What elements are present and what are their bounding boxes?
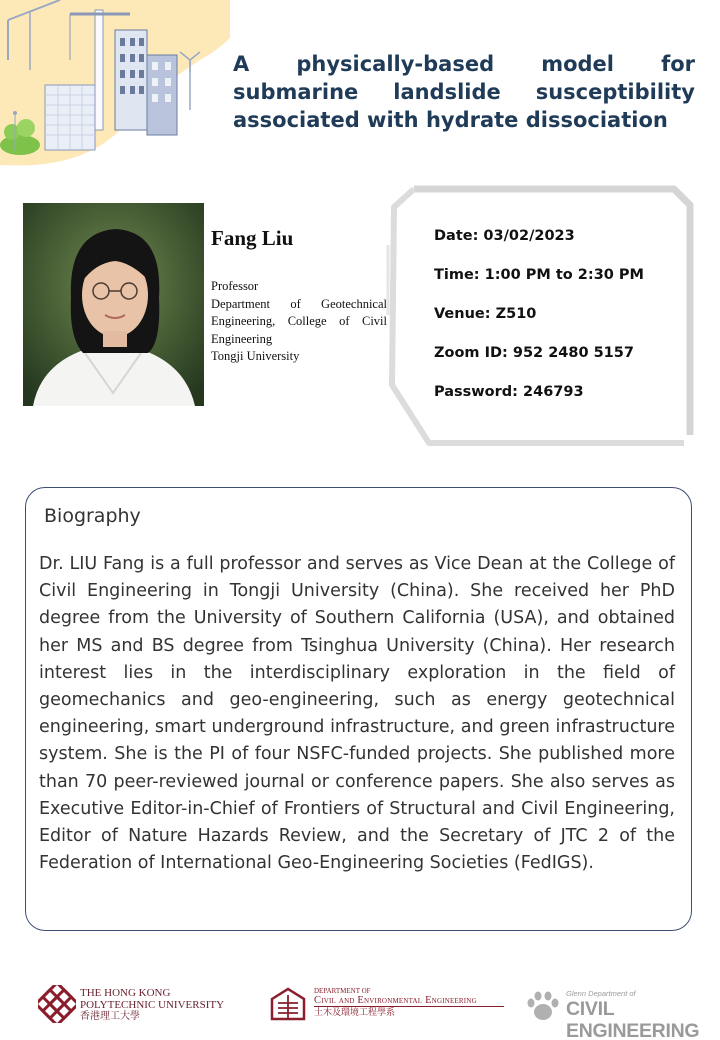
cee-logo-icon (268, 985, 308, 1023)
city-construction-illustration (0, 0, 230, 170)
event-date: Date: 03/02/2023 (434, 228, 575, 244)
polyu-name-line1: THE HONG KONG (80, 987, 171, 999)
glenn-dept-name (566, 989, 716, 1040)
event-password: Password: 246793 (434, 384, 584, 400)
speaker-department: Department of Geotechnical Engineering, College of Civil Engineering (211, 296, 387, 346)
biography-heading: Biography (44, 505, 141, 527)
biography-text: Dr. LIU Fang is a full professor and serves as Vice Dean at the College of Civil Engineering in Tongji University (China). She received her PhD degree from the University of Southern California (USA), and obtained her MS and BS degree from Tsinghua University (China). Her research interest lies in the interdisciplinary exploration in the field of geomechanics and geo-engineering, such as energy geotechnical engineering, smart underground infrastructure, and green infrastructure system. She is the PI of four NSFC-funded projects. She published more than 70 peer-reviewed journal or conference papers. She also serves as Executive Editor-in-Chief of Frontiers of Structural and Civil Engineering, Editor of Nature Hazards Review, and the Secretary of JTC 2 of the Federation of International Geo-Engineering Societies (FedIGS). (39, 554, 675, 874)
talk-title: A physically-based model for submarine landslide susceptibility associated with hydrate dissociation (233, 52, 695, 132)
polyu-name-line2: POLYTECHNIC UNIVERSITY (80, 999, 225, 1011)
speaker-position: Professor (211, 279, 259, 293)
event-zoom-id: Zoom ID: 952 2480 5157 (434, 345, 634, 361)
polyu-name (80, 987, 240, 1023)
speaker-photo (23, 203, 204, 406)
speaker-affiliation (211, 278, 387, 366)
cee-name-line3: 土木及環境工程學系 (314, 1007, 396, 1017)
polyu-name-line3: 香港理工大學 (80, 1011, 140, 1022)
cee-name-line2: Civil and Environmental Engineering (314, 995, 504, 1007)
cee-name (314, 987, 504, 1018)
glenn-name-line2: CIVIL ENGINEERING (566, 998, 700, 1040)
paw-logo-icon (525, 989, 561, 1023)
polyu-logo-icon (38, 985, 76, 1023)
cee-name-line1: DEPARTMENT OF (314, 987, 371, 995)
speaker-university: Tongji University (211, 349, 300, 363)
event-venue: Venue: Z510 (434, 306, 537, 322)
event-time: Time: 1:00 PM to 2:30 PM (434, 267, 644, 283)
speaker-name: Fang Liu (211, 226, 294, 250)
glenn-name-line1: Glenn Department of (566, 989, 636, 998)
event-details (434, 226, 644, 421)
footer-logos (0, 975, 720, 1040)
